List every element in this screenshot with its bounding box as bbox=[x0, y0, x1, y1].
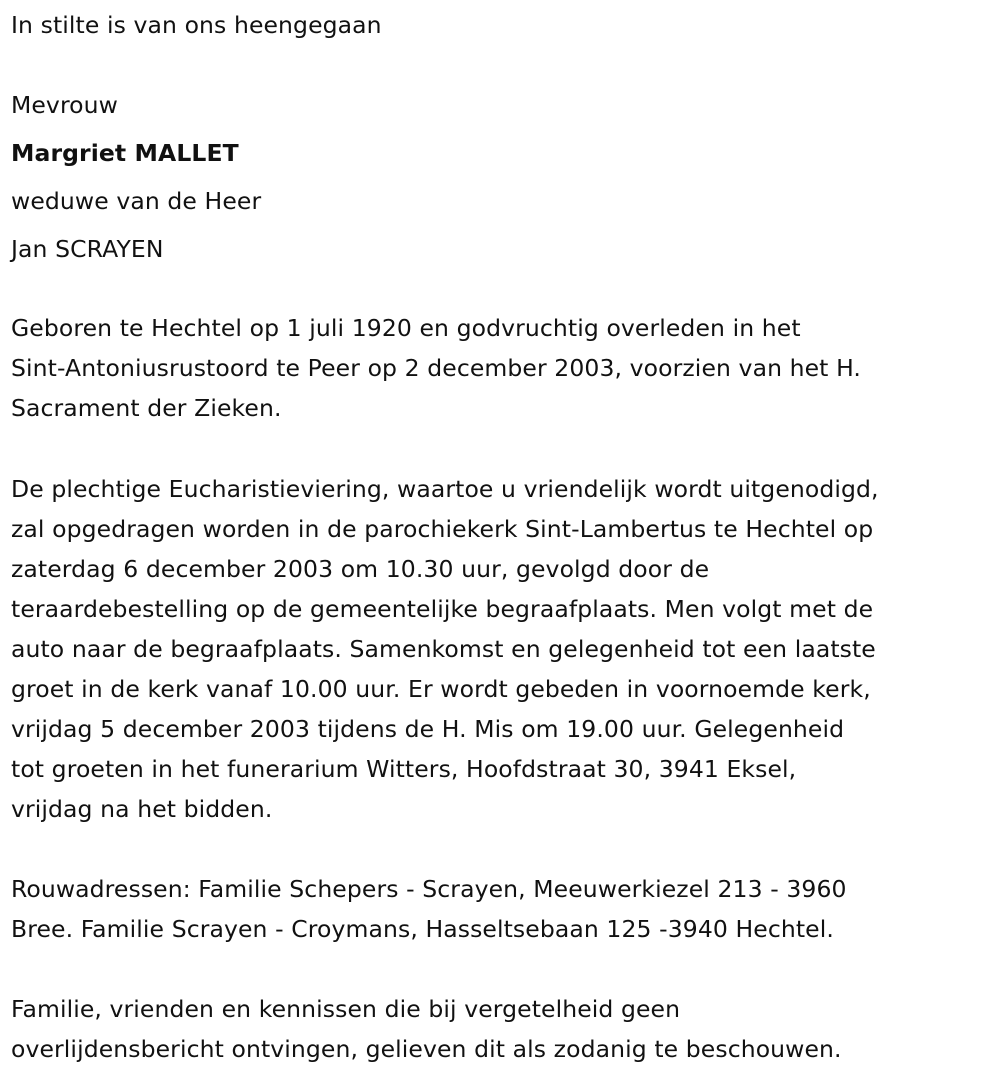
closing-line: overlijdensbericht ontvingen, gelieven dit als zodanig te beschouwen. bbox=[11, 1035, 842, 1063]
ceremony-line: tot groeten in het funerarium Witters, Hoofdstraat 30, 3941 Eksel, bbox=[11, 755, 797, 783]
birth-line: Geboren te Hechtel op 1 juli 1920 en godvruchtig overleden in het bbox=[11, 314, 801, 342]
ceremony-line: auto naar de begraafplaats. Samenkomst en gelegenheid tot een laatste bbox=[11, 635, 876, 663]
intro-text: In stilte is van ons heengegaan bbox=[11, 11, 382, 39]
ceremony-line: teraardebestelling op de gemeentelijke begraafplaats. Men volgt met de bbox=[11, 595, 874, 623]
spouse-name: Jan SCRAYEN bbox=[11, 235, 164, 263]
address-line: Bree. Familie Scrayen - Croymans, Hasseltsebaan 125 -3940 Hechtel. bbox=[11, 915, 834, 943]
ceremony-line: groet in de kerk vanaf 10.00 uur. Er wordt gebeden in voornoemde kerk, bbox=[11, 675, 871, 703]
address-line: Rouwadressen: Familie Schepers - Scrayen, Meeuwerkiezel 213 - 3960 bbox=[11, 875, 847, 903]
birth-line: Sacrament der Zieken. bbox=[11, 394, 282, 422]
ceremony-line: zaterdag 6 december 2003 om 10.30 uur, gevolgd door de bbox=[11, 555, 710, 583]
closing-line: Familie, vrienden en kennissen die bij vergetelheid geen bbox=[11, 995, 681, 1023]
ceremony-line: De plechtige Eucharistieviering, waartoe u vriendelijk wordt uitgenodigd, bbox=[11, 475, 879, 503]
widow-of-text: weduwe van de Heer bbox=[11, 187, 262, 215]
ceremony-line: vrijdag na het bidden. bbox=[11, 795, 273, 823]
ceremony-line: vrijdag 5 december 2003 tijdens de H. Mis om 19.00 uur. Gelegenheid bbox=[11, 715, 845, 743]
deceased-name: Margriet MALLET bbox=[11, 139, 239, 167]
salutation: Mevrouw bbox=[11, 91, 118, 119]
ceremony-line: zal opgedragen worden in de parochiekerk Sint-Lambertus te Hechtel op bbox=[11, 515, 874, 543]
birth-line: Sint-Antoniusrustoord te Peer op 2 december 2003, voorzien van het H. bbox=[11, 354, 861, 382]
